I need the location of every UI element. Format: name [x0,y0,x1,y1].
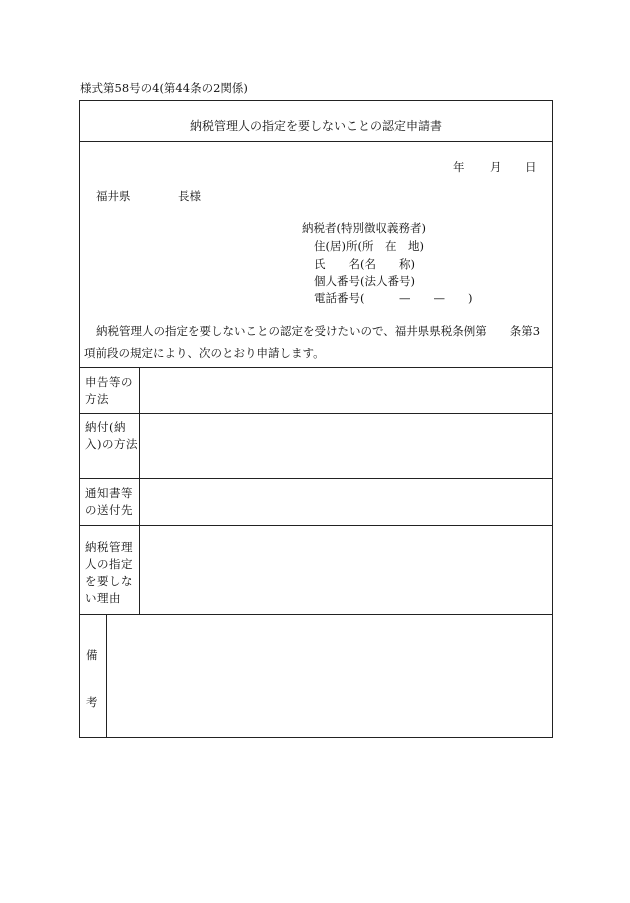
statement-line-2: 項前段の規定により、次のとおり申請します。 [84,346,325,360]
taxpayer-name-label[interactable]: 氏 名(名 称) [314,257,415,271]
form-number: 様式第58号の4(第44条の2関係) [80,81,248,95]
row-label-reason: 納税管理人の指定を要しない理由 [85,540,133,605]
taxpayer-heading: 納税者(特別徴収義務者) [302,221,426,235]
divider [80,141,552,142]
remarks-label-char-2: 考 [86,695,98,709]
form-title: 納税管理人の指定を要しないことの認定申請書 [189,119,442,133]
date-month[interactable]: 月 [490,160,502,174]
field-reason[interactable] [140,525,552,614]
remarks-label-char-1: 備 [86,648,98,662]
field-notice-destination[interactable] [140,478,552,525]
row-label-notice-destination: 通知書等の送付先 [85,486,133,517]
date-year[interactable]: 年 [453,160,465,174]
date-day[interactable]: 日 [525,160,537,174]
field-remarks[interactable] [107,614,552,738]
taxpayer-address-label[interactable]: 住(居)所(所 在 地) [314,239,424,253]
taxpayer-personal-number-label[interactable]: 個人番号(法人番号) [314,274,415,288]
addressee-prefecture: 福井県 [96,189,131,203]
application-form [79,100,553,738]
row-label-payment-method: 納付(納入)の方法 [85,420,138,451]
field-payment-method[interactable] [140,413,552,478]
taxpayer-phone-label[interactable]: 電話番号( — — ) [314,291,473,305]
statement-line-1: 納税管理人の指定を要しないことの認定を受けたいので、福井県県税条例第 条第3 [96,324,541,338]
row-label-filing-method: 申告等の方法 [85,375,133,406]
addressee-suffix: 長様 [178,189,201,203]
field-filing-method[interactable] [140,367,552,413]
